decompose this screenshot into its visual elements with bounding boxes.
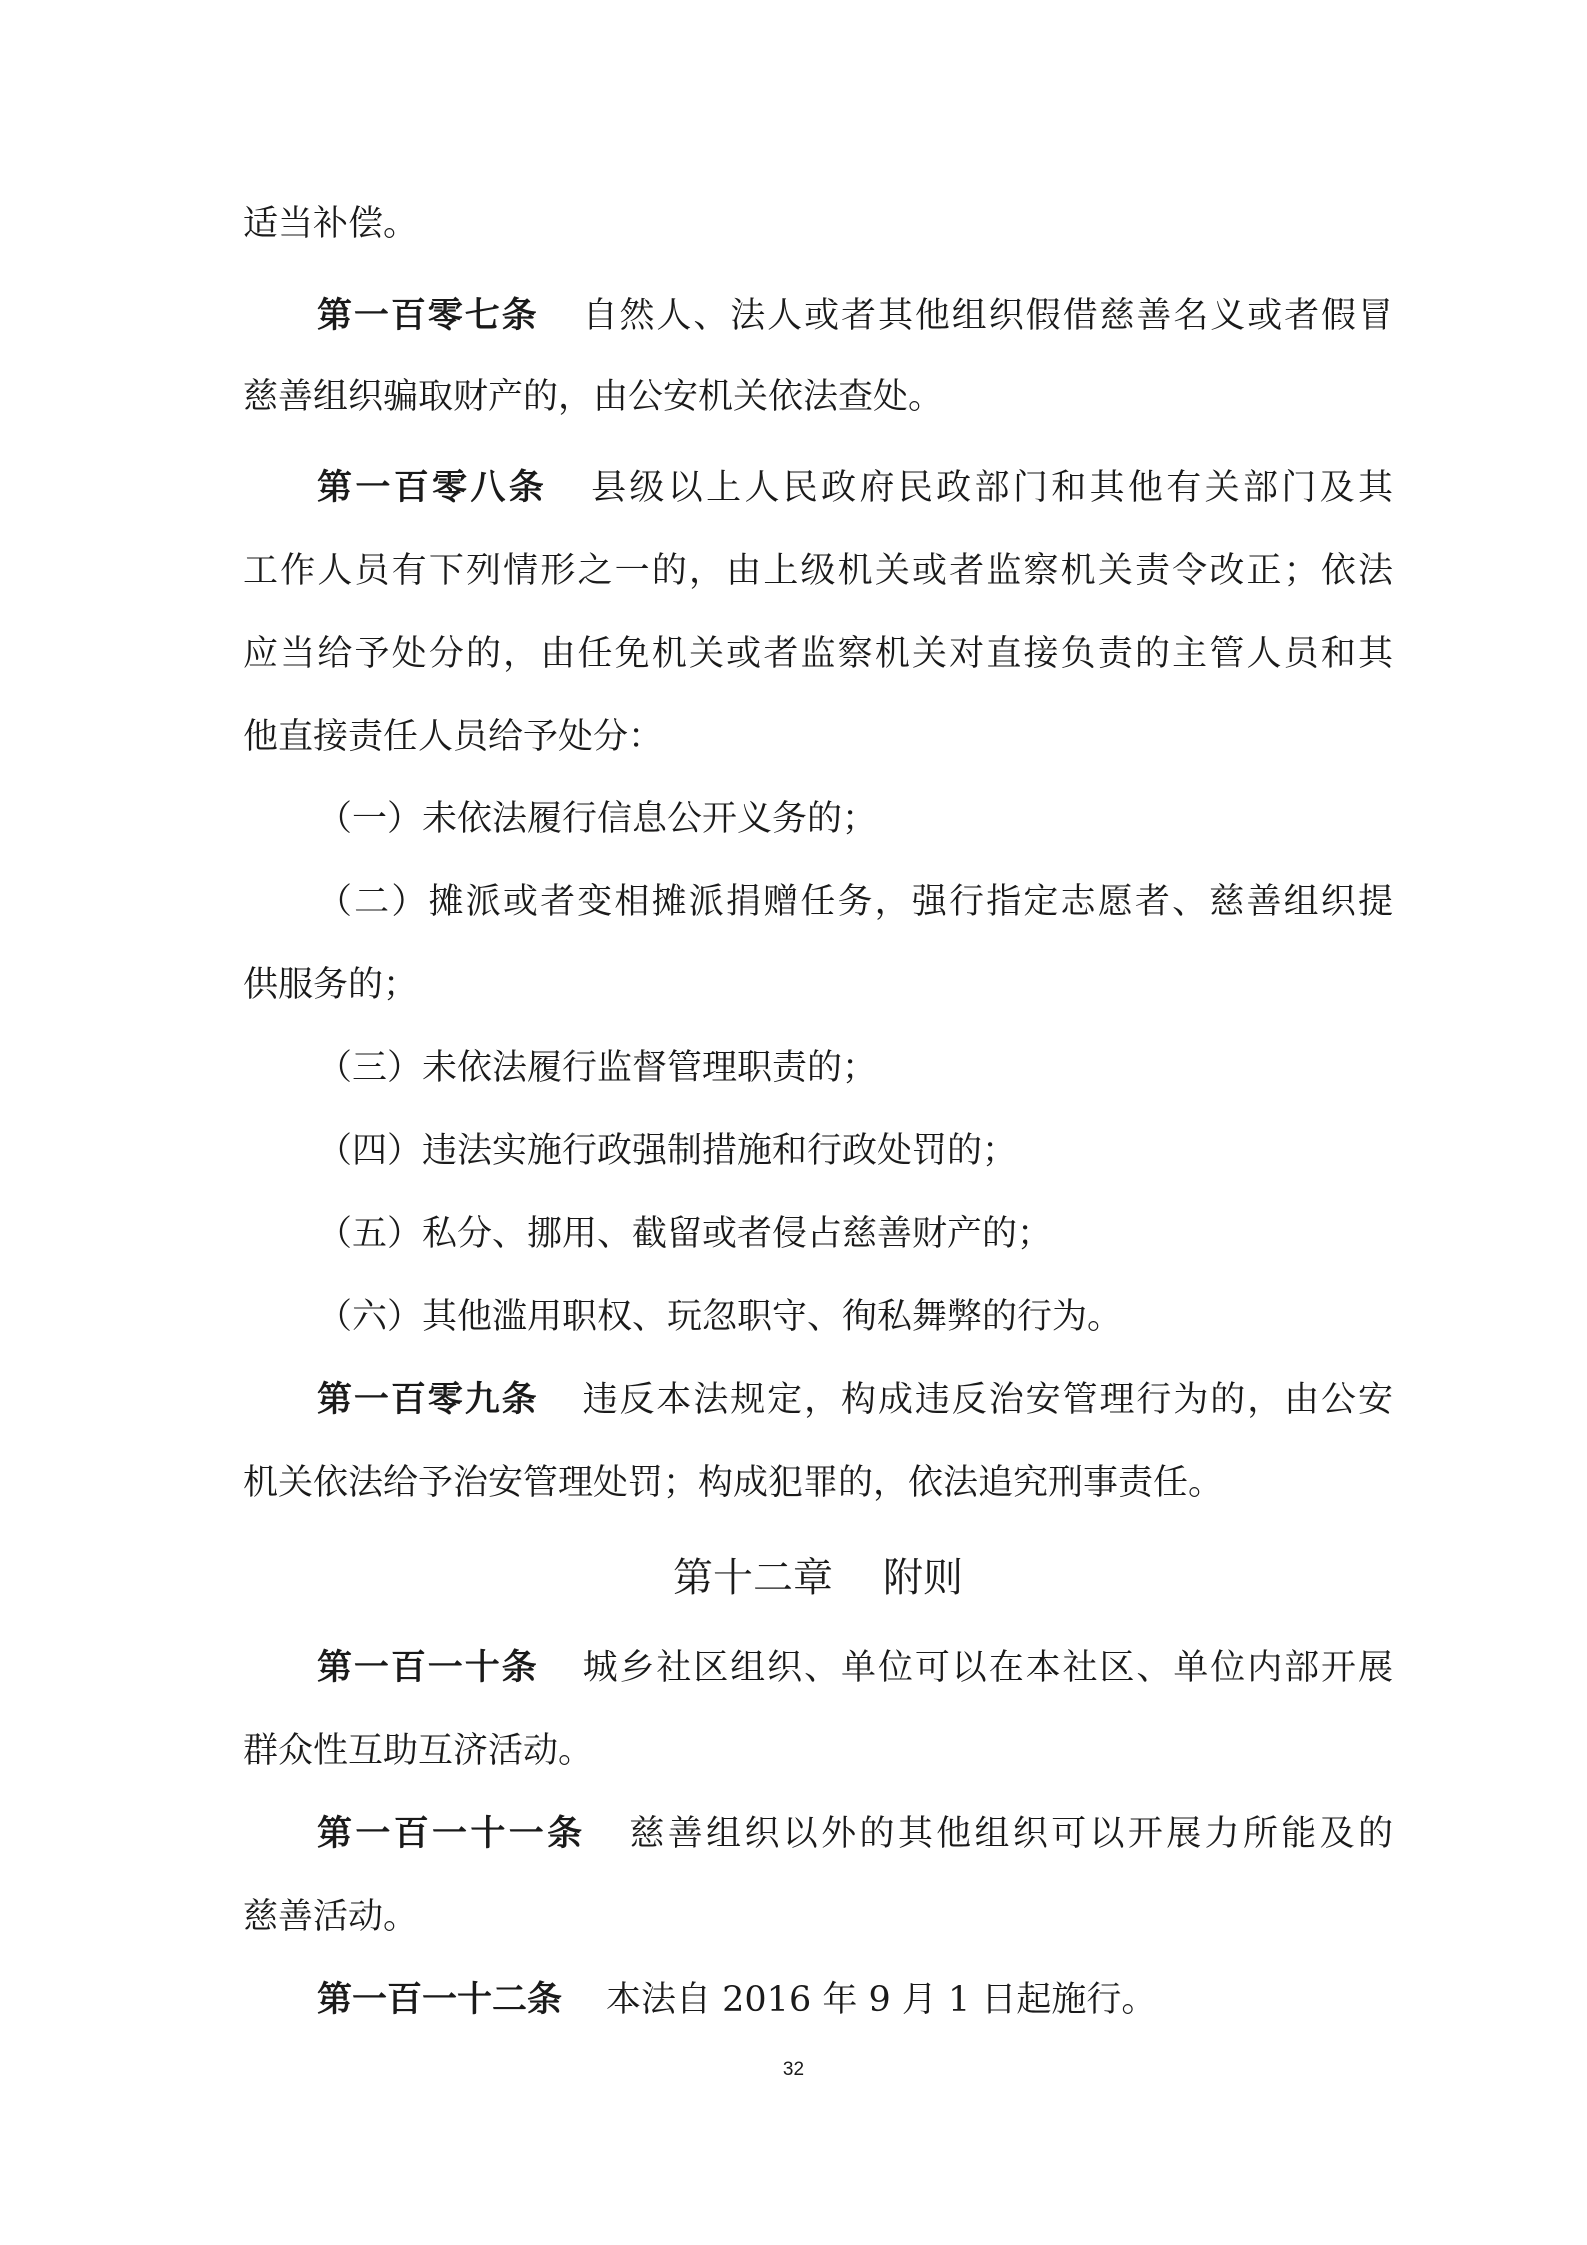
article-110-text: 城乡社区组织、单位可以在本社区、单位内部开展 <box>582 1648 1393 1688</box>
list-item <box>317 1296 1393 1338</box>
article-112-line-1 <box>317 1979 1393 2021</box>
article-108-line-3 <box>243 633 1393 675</box>
article-112-label: 第一百一十二条 <box>317 1979 563 2020</box>
article-108-text-2: 工作人员有下列情形之一的，由上级机关或者监察机关责令改正；依法 <box>243 551 1393 591</box>
article-110-line-2 <box>243 1730 1393 1772</box>
article-111-text-continued: 慈善活动。 <box>243 1897 419 1937</box>
article-110-label: 第一百一十条 <box>317 1647 539 1688</box>
article-108-text: 县级以上人民政府民政部门和其他有关部门及其 <box>591 468 1393 508</box>
page-number: 32 <box>782 2059 805 2080</box>
article-109-label: 第一百零九条 <box>317 1379 539 1420</box>
article-109-text: 违反本法规定，构成违反治安管理行为的，由公安 <box>582 1380 1393 1420</box>
list-item-continuation <box>243 964 1393 1006</box>
article-111-text: 慈善组织以外的其他组织可以开展力所能及的 <box>629 1814 1393 1854</box>
article-107-text-continued: 慈善组织骗取财产的，由公安机关依法查处。 <box>243 377 944 417</box>
list-item <box>317 1213 1393 1255</box>
article-112-text: 本法自 2016 年 9 月 1 日起施行。 <box>606 1980 1157 2020</box>
list-item-2-continued: 供服务的； <box>243 965 419 1005</box>
list-item-5: （五）私分、挪用、截留或者侵占慈善财产的； <box>317 1214 1053 1254</box>
article-108-text-3: 应当给予处分的，由任免机关或者监察机关对直接负责的主管人员和其 <box>243 634 1393 674</box>
article-108-label: 第一百零八条 <box>317 467 548 508</box>
list-item-3: （三）未依法履行监督管理职责的； <box>317 1048 878 1088</box>
chapter-title: 附则 <box>883 1555 963 1601</box>
article-109-line-2 <box>243 1462 1393 1504</box>
article-108-line-4 <box>243 716 1393 758</box>
article-109-text-continued: 机关依法给予治安管理处罚；构成犯罪的，依法追究刑事责任。 <box>243 1463 1224 1503</box>
article-108-line-1 <box>317 467 1393 509</box>
article-109-line-1 <box>317 1379 1393 1421</box>
article-110-line-1 <box>317 1647 1393 1689</box>
article-111-label: 第一百一十一条 <box>317 1813 586 1854</box>
list-item <box>317 798 1393 840</box>
list-item-2: （二）摊派或者变相摊派捐赠任务，强行指定志愿者、慈善组织提 <box>317 882 1393 922</box>
article-111-line-2 <box>243 1896 1393 1938</box>
article-107-text: 自然人、法人或者其他组织假借慈善名义或者假冒 <box>582 296 1393 336</box>
list-item <box>317 881 1393 923</box>
list-item-6: （六）其他滥用职权、玩忽职守、徇私舞弊的行为。 <box>317 1297 1123 1337</box>
chapter-number: 第十二章 <box>673 1555 833 1601</box>
article-107-line-2 <box>243 376 1393 418</box>
text-line <box>243 203 1393 245</box>
paragraph-continuation: 适当补偿。 <box>243 204 419 244</box>
article-107-label: 第一百零七条 <box>317 295 539 336</box>
list-item-4: （四）违法实施行政强制措施和行政处罚的； <box>317 1131 1018 1171</box>
chapter-heading <box>243 1554 1393 1602</box>
list-item <box>317 1047 1393 1089</box>
article-108-line-2 <box>243 550 1393 592</box>
list-item <box>317 1130 1393 1172</box>
article-108-text-4: 他直接责任人员给予处分： <box>243 717 664 757</box>
list-item-1: （一）未依法履行信息公开义务的； <box>317 799 878 839</box>
article-110-text-continued: 群众性互助互济活动。 <box>243 1731 594 1771</box>
article-107-line-1 <box>317 295 1393 337</box>
article-111-line-1 <box>317 1813 1393 1855</box>
